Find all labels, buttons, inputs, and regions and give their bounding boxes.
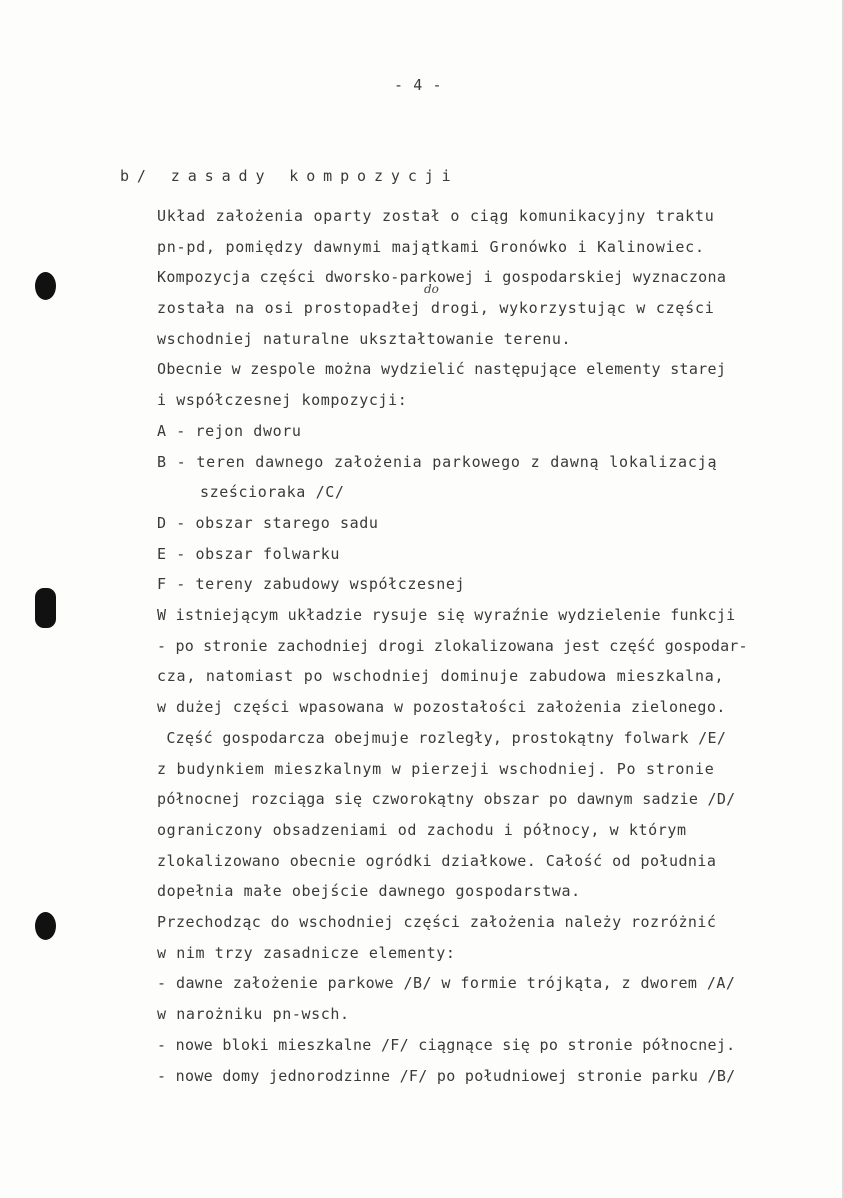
list-item-F: F - tereny zabudowy współczesnej <box>157 575 466 593</box>
body-line: i współczesnej kompozycji: <box>157 391 408 409</box>
punch-hole-mark <box>35 588 56 628</box>
body-line: - dawne założenie parkowe /B/ w formie trójkąta, z dworem /A/ <box>157 974 736 992</box>
body-line: Obecnie w zespole można wydzielić następujące elementy starej <box>157 360 727 378</box>
body-line: W istniejącym układzie rysuje się wyraźnie wydzielenie funkcji <box>157 606 736 624</box>
body-line: z budynkiem mieszkalnym w pierzeji wschodniej. Po stronie <box>157 760 715 778</box>
handwritten-insertion: do <box>424 282 439 296</box>
list-item-B: B - teren dawnego założenia parkowego z dawną lokalizacją <box>157 453 718 471</box>
body-line: ograniczony obsadzeniami od zachodu i północy, w którym <box>157 821 687 839</box>
body-line: Przechodząc do wschodniej części założenia należy rozróżnić <box>157 913 717 931</box>
body-line: została na osi prostopadłej drogi, wykorzystując w części <box>157 299 715 317</box>
page-number: - 4 - <box>394 76 443 94</box>
body-line: Kompozycja części dworsko-parkowej i gospodarskiej wyznaczona <box>157 268 727 286</box>
body-line: północnej rozciąga się czworokątny obszar po dawnym sadzie /D/ <box>157 790 736 808</box>
body-line: Część gospodarcza obejmuje rozległy, prostokątny folwark /E/ <box>157 729 727 747</box>
body-line: pn-pd, pomiędzy dawnymi majątkami Gronówko i Kalinowiec. <box>157 238 705 256</box>
body-line: w narożniku pn-wsch. <box>157 1005 350 1023</box>
punch-hole-mark <box>35 272 56 300</box>
list-item-A: A - rejon dworu <box>157 422 302 440</box>
body-line: w dużej części wpasowana w pozostałości założenia zielonego. <box>157 698 726 716</box>
punch-hole-mark <box>35 912 56 940</box>
list-item-D: D - obszar starego sadu <box>157 514 379 532</box>
body-line: - nowe bloki mieszkalne /F/ ciągnące się po stronie północnej. <box>157 1036 736 1054</box>
body-line: Układ założenia oparty został o ciąg komunikacyjny traktu <box>157 207 715 225</box>
section-heading: b/ zasady kompozycji <box>120 167 459 185</box>
list-item-E: E - obszar folwarku <box>157 545 340 563</box>
body-line: zlokalizowano obecnie ogródki działkowe. Całość od południa <box>157 852 717 870</box>
body-line: dopełnia małe obejście dawnego gospodarstwa. <box>157 882 581 900</box>
body-line: w nim trzy zasadnicze elementy: <box>157 944 456 962</box>
body-line: - nowe domy jednorodzinne /F/ po południowej stronie parku /B/ <box>157 1067 736 1085</box>
body-line: cza, natomiast po wschodniej dominuje zabudowa mieszkalna, <box>157 667 725 685</box>
list-item-B-continued: sześcioraka /C/ <box>200 483 345 501</box>
body-line: - po stronie zachodniej drogi zlokalizowana jest część gospodar- <box>157 637 748 655</box>
body-line: wschodniej naturalne ukształtowanie terenu. <box>157 330 572 348</box>
